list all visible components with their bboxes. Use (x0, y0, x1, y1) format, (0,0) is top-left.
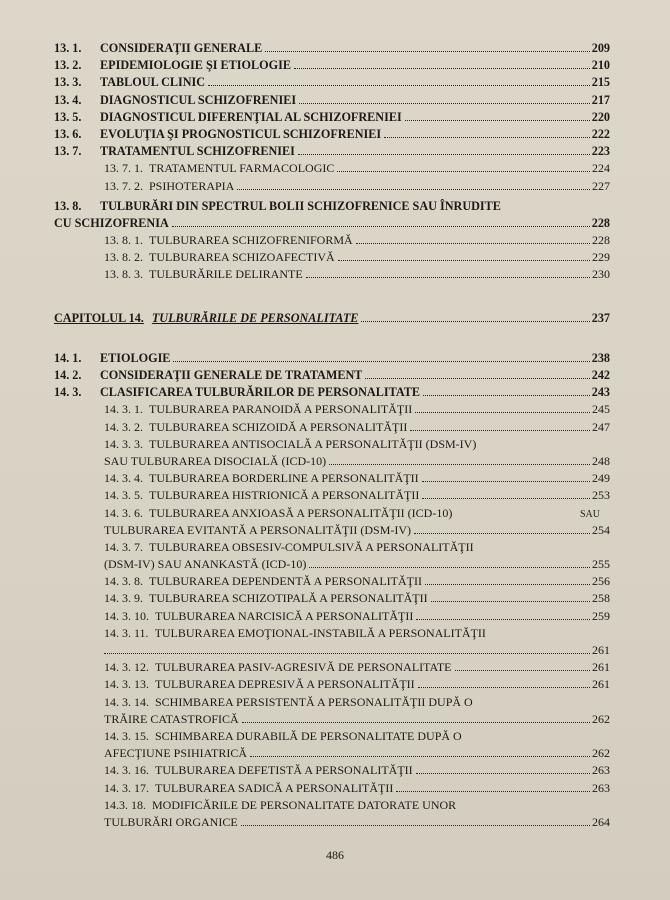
toc-entry-14-1[interactable] (54, 350, 610, 367)
entry-title-line2: CU SCHIZOFRENIA (54, 215, 169, 230)
toc-entry-13-8-cont[interactable] (54, 215, 610, 232)
entry-title-line2: AFECŢIUNE PSIHIATRICĂ (104, 746, 248, 761)
entry-page: 229 (592, 250, 610, 265)
entry-title: EPIDEMIOLOGIE ŞI ETIOLOGIE (100, 58, 291, 73)
entry-title: TULBURAREA SADICĂ A PERSONALITĂŢII (155, 780, 394, 795)
dot-leader (329, 464, 590, 465)
entry-title: TULBURAREA SCHIZOTIPALĂ A PERSONALITĂŢII (149, 591, 428, 606)
entry-number: 13. 3. (54, 75, 82, 90)
entry-number: 14. 3. 14. (104, 694, 149, 709)
entry-page: 254 (592, 522, 610, 537)
page-number: 486 (326, 848, 344, 862)
toc-entry-13-6[interactable] (54, 126, 610, 143)
entry-page: 247 (592, 419, 610, 434)
entry-number: 14. 3. 11. (104, 625, 149, 640)
entry-title: TULBURĂRILE DELIRANTE (149, 267, 303, 282)
entry-title-line1: TULBURAREA ANTISOCIALĂ A PERSONALITĂŢII (DSM-IV) (149, 436, 477, 451)
toc-entry-14-3[interactable] (54, 384, 610, 401)
dot-leader (361, 321, 589, 322)
dot-leader (410, 430, 590, 431)
toc-entry-13-8-3[interactable] (54, 266, 610, 283)
entry-number: 13. 6. (54, 126, 82, 141)
toc-entry-13-2[interactable] (54, 57, 610, 74)
entry-title-line1: SCHIMBAREA PERSISTENTĂ A PERSONALITĂŢII DUPĂ O (155, 694, 473, 709)
entry-title: TABLOUL CLINIC (100, 75, 206, 90)
entry-title-line2: TRĂIRE CATASTROFICĂ (104, 711, 239, 726)
toc-entry-14-3-3-cont[interactable] (54, 453, 610, 470)
entry-title: PSIHOTERAPIA (149, 178, 235, 193)
entry-page: 210 (591, 58, 610, 73)
entry-number: 13. 7. 1. (104, 161, 143, 176)
entry-page: 242 (591, 368, 610, 382)
toc-entry-13-5[interactable] (54, 109, 610, 126)
entry-number: 14. 3. 2. (104, 419, 143, 434)
entry-title-line1: SCHIMBAREA DURABILĂ DE PERSONALITATE DUPĂ O (155, 728, 462, 743)
chapter-title: TULBURĂRILE DE PERSONALITATE (151, 310, 359, 325)
entry-title: TRATAMENTUL SCHIZOFRENIEI (100, 144, 295, 159)
entry-title-line2: TULBURĂRI ORGANICE (104, 814, 238, 829)
entry-number: 14. 3. 12. (104, 660, 149, 675)
dot-leader (365, 378, 589, 379)
toc-entry-13-8-2[interactable] (54, 249, 610, 266)
entry-title-line2: TULBURAREA EVITANTĂ A PERSONALITĂŢII (DSM-IV) (104, 522, 412, 537)
entry-number: 14. 3. 17. (104, 780, 149, 795)
spacer (54, 284, 610, 310)
entry-page: 261 (592, 660, 610, 675)
entry-title: TULBURAREA PARANOIDĂ A PERSONALITĂŢII (149, 402, 413, 417)
entry-number: 14. 2. (54, 368, 82, 382)
entry-page: 222 (591, 126, 610, 141)
spacer (54, 327, 610, 350)
dot-leader (425, 584, 590, 585)
entry-page: 262 (592, 711, 610, 726)
dot-leader (241, 825, 590, 826)
dot-leader (265, 51, 590, 52)
dot-leader (306, 277, 590, 278)
entry-page: 259 (592, 608, 610, 623)
dot-leader (173, 361, 589, 362)
entry-number: 14. 3. 10. (104, 608, 149, 623)
toc-entry-13-1[interactable] (54, 40, 610, 57)
entry-title: TULBURAREA DEPENDENTĂ A PERSONALITĂŢII (149, 574, 422, 589)
dot-leader (416, 773, 590, 774)
entry-page: 224 (592, 161, 610, 176)
toc-entry-14-3-2[interactable] (54, 419, 610, 436)
entry-number: 13. 5. (54, 109, 82, 124)
toc-entry-14-3-18[interactable] (54, 797, 610, 814)
entry-title-line2: (DSM-IV) SAU ANANKASTĂ (ICD-10) (104, 557, 307, 572)
entry-page: 228 (591, 215, 610, 230)
toc-entry-14-3-3[interactable] (54, 436, 610, 453)
entry-number: 14. 3. (54, 385, 82, 400)
dot-leader (298, 154, 590, 155)
entry-title: DIAGNOSTICUL DIFERENŢIAL AL SCHIZOFRENIEI (100, 109, 402, 124)
chapter-label: CAPITOLUL 14. (54, 310, 144, 325)
entry-title-line2: SAU TULBURAREA DISOCIALĂ (ICD-10) (104, 453, 327, 468)
entry-title: TULBURAREA SCHIZOIDĂ A PERSONALITĂŢII (149, 419, 408, 434)
toc-entry-13-7-2[interactable] (54, 178, 610, 195)
entry-number: 14. 3. 6. (104, 505, 143, 520)
entry-number: 14. 3. 9. (104, 591, 143, 606)
dot-leader (172, 226, 590, 227)
entry-number: 14. 3. 3. (104, 436, 143, 451)
entry-title-line1: TULBURAREA EMOŢIONAL-INSTABILĂ A PERSONALITĂŢII (154, 625, 486, 640)
entry-title: EVOLUŢIA ŞI PROGNOSTICUL SCHIZOFRENIEI (100, 126, 382, 141)
toc-entry-14-3-6[interactable] (54, 505, 610, 522)
dot-leader (405, 120, 590, 121)
toc-entry-14-3-15[interactable] (54, 728, 610, 745)
entry-title: TULBURAREA BORDERLINE A PERSONALITĂŢII (149, 471, 419, 486)
toc-entry-14-3-14[interactable] (54, 694, 610, 711)
entry-page: 220 (591, 109, 610, 124)
entry-number: 13. 7. (54, 144, 82, 159)
toc-entry-13-7-1[interactable] (54, 160, 610, 177)
entry-page: 263 (592, 763, 610, 778)
dot-leader (416, 619, 590, 620)
entry-title: TULBURAREA SCHIZOAFECTIVĂ (149, 250, 335, 265)
entry-number: 14. 3. 16. (104, 763, 149, 778)
toc-entry-14-3-11-cont[interactable] (54, 642, 610, 659)
entry-title-line1: MODIFICĂRILE DE PERSONALITATE DATORATE UNOR (152, 797, 457, 812)
entry-number: 14.3. 18. (104, 797, 146, 812)
entry-number: 14. 3. 1. (104, 402, 143, 417)
toc-entry-14-3-16[interactable] (54, 762, 610, 779)
entry-page: 253 (592, 488, 610, 503)
entry-title-line1: TULBURAREA OBSESIV-COMPULSIVĂ A PERSONALITĂŢII (149, 539, 474, 554)
dot-leader (208, 85, 590, 86)
toc-entry-14-3-10[interactable] (54, 608, 610, 625)
entry-number: 13. 8. 1. (104, 233, 143, 248)
toc-entry-14-3-5[interactable] (54, 487, 610, 504)
entry-page: 261 (592, 677, 610, 692)
entry-title-line1: TULBURĂRI DIN SPECTRUL BOLII SCHIZOFRENICE SAU ÎNRUDITE (100, 198, 501, 213)
toc-entry-14-3-15-cont[interactable] (54, 745, 610, 762)
toc-entry-14-3-11[interactable] (54, 625, 610, 642)
toc-entry-14-3-17[interactable] (54, 780, 610, 797)
chapter-heading[interactable] (54, 310, 610, 327)
entry-title: TRATAMENTUL FARMACOLOGIC (149, 161, 335, 176)
dot-leader (309, 567, 590, 568)
entry-number: 13. 7. 2. (104, 178, 143, 193)
entry-title: CONSIDERAŢII GENERALE DE TRATAMENT (100, 368, 363, 382)
toc-entry-13-3[interactable] (54, 74, 610, 91)
toc-entry-14-3-12[interactable] (54, 659, 610, 676)
entry-number: 13. 4. (54, 92, 82, 107)
entry-page: 262 (592, 746, 610, 761)
toc-entry-14-3-7[interactable] (54, 539, 610, 556)
entry-number: 14. 3. 15. (104, 728, 149, 743)
entry-number: 13. 8. (54, 198, 82, 213)
entry-page: 227 (592, 178, 610, 193)
toc-entry-14-3-13[interactable] (54, 676, 610, 693)
chapter-page: 237 (591, 310, 610, 325)
entry-title: TULBURAREA SCHIZOFRENIFORMĂ (149, 233, 353, 248)
entry-title: TULBURAREA PASIV-AGRESIVĂ DE PERSONALITATE (155, 660, 452, 675)
dot-leader (250, 756, 590, 757)
entry-page: 223 (591, 144, 610, 159)
entry-page: 228 (592, 233, 610, 248)
entry-number: 13. 8. 2. (104, 250, 143, 265)
dot-leader (423, 395, 590, 396)
entry-page: 217 (591, 92, 610, 107)
toc-entry-14-3-1[interactable] (54, 401, 610, 418)
entry-number: 14. 3. 13. (104, 677, 149, 692)
entry-page: 255 (592, 557, 610, 572)
dot-leader (415, 412, 590, 413)
dot-leader (299, 103, 590, 104)
dot-leader (337, 171, 590, 172)
entry-title: TULBURAREA DEFETISTĂ A PERSONALITĂŢII (155, 763, 413, 778)
dot-leader (242, 722, 590, 723)
entry-page: 256 (592, 574, 610, 589)
entry-page: 245 (592, 402, 610, 417)
toc-entry-14-3-4[interactable] (54, 470, 610, 487)
entry-page: 243 (591, 385, 610, 400)
entry-title: CONSIDERAŢII GENERALE (100, 41, 263, 55)
entry-page: 261 (592, 643, 610, 657)
dot-leader (422, 481, 590, 482)
entry-number: 13. 8. 3. (104, 267, 143, 282)
dot-leader (431, 601, 590, 602)
dot-leader (294, 68, 590, 69)
entry-page: 248 (592, 453, 610, 468)
toc-entry-14-3-18-cont[interactable] (54, 814, 610, 831)
dot-leader (384, 137, 590, 138)
entry-title: ETIOLOGIE (100, 350, 171, 365)
dot-leader (455, 670, 590, 671)
toc-entry-14-3-9[interactable] (54, 590, 610, 607)
entry-page: 249 (592, 471, 610, 486)
entry-title-line1-tail: SAU (579, 508, 600, 520)
entry-number: 13. 2. (54, 58, 82, 73)
entry-number: 14. 3. 7. (104, 539, 143, 554)
entry-page: 263 (592, 780, 610, 795)
dot-leader (418, 687, 590, 688)
toc-entry-14-3-14-cont[interactable] (54, 711, 610, 728)
dot-leader (237, 189, 590, 190)
entry-title: TULBURAREA DEPRESIVĂ A PERSONALITĂŢII (155, 677, 415, 692)
toc-entry-13-7[interactable] (54, 143, 610, 160)
entry-page: 258 (592, 591, 610, 606)
entry-page: 238 (591, 350, 610, 365)
entry-number: 13. 1. (54, 41, 82, 55)
dot-leader (104, 653, 590, 654)
entry-number: 14. 3. 5. (104, 488, 143, 503)
entry-number: 14. 3. 4. (104, 471, 143, 486)
entry-page: 215 (591, 75, 610, 90)
entry-page: 264 (592, 814, 610, 829)
toc-entry-14-3-6-cont[interactable] (54, 522, 610, 539)
entry-title-line1: TULBURAREA ANXIOASĂ A PERSONALITĂŢII (ICD-10) (149, 505, 453, 520)
entry-title: CLASIFICAREA TULBURĂRILOR DE PERSONALITATE (100, 385, 420, 400)
entry-title: TULBURAREA HISTRIONICĂ A PERSONALITĂŢII (149, 488, 420, 503)
dot-leader (422, 498, 590, 499)
entry-number: 14. 3. 8. (104, 574, 143, 589)
toc-entry-13-8[interactable] (54, 198, 610, 215)
toc-entry-14-2[interactable] (54, 367, 610, 384)
table-of-contents (54, 40, 610, 831)
entry-number: 14. 1. (54, 350, 82, 365)
entry-page: 209 (591, 41, 610, 55)
toc-entry-13-4[interactable] (54, 92, 610, 109)
entry-page: 230 (592, 267, 610, 282)
toc-entry-14-3-8[interactable] (54, 573, 610, 590)
dot-leader (414, 533, 590, 534)
entry-title: DIAGNOSTICUL SCHIZOFRENIEI (100, 92, 297, 107)
entry-title: TULBURAREA NARCISICĂ A PERSONALITĂŢII (155, 608, 414, 623)
dot-leader (396, 791, 590, 792)
dot-leader (338, 260, 590, 261)
toc-entry-13-8-1[interactable] (54, 232, 610, 249)
dot-leader (356, 243, 590, 244)
toc-entry-14-3-7-cont[interactable] (54, 556, 610, 573)
